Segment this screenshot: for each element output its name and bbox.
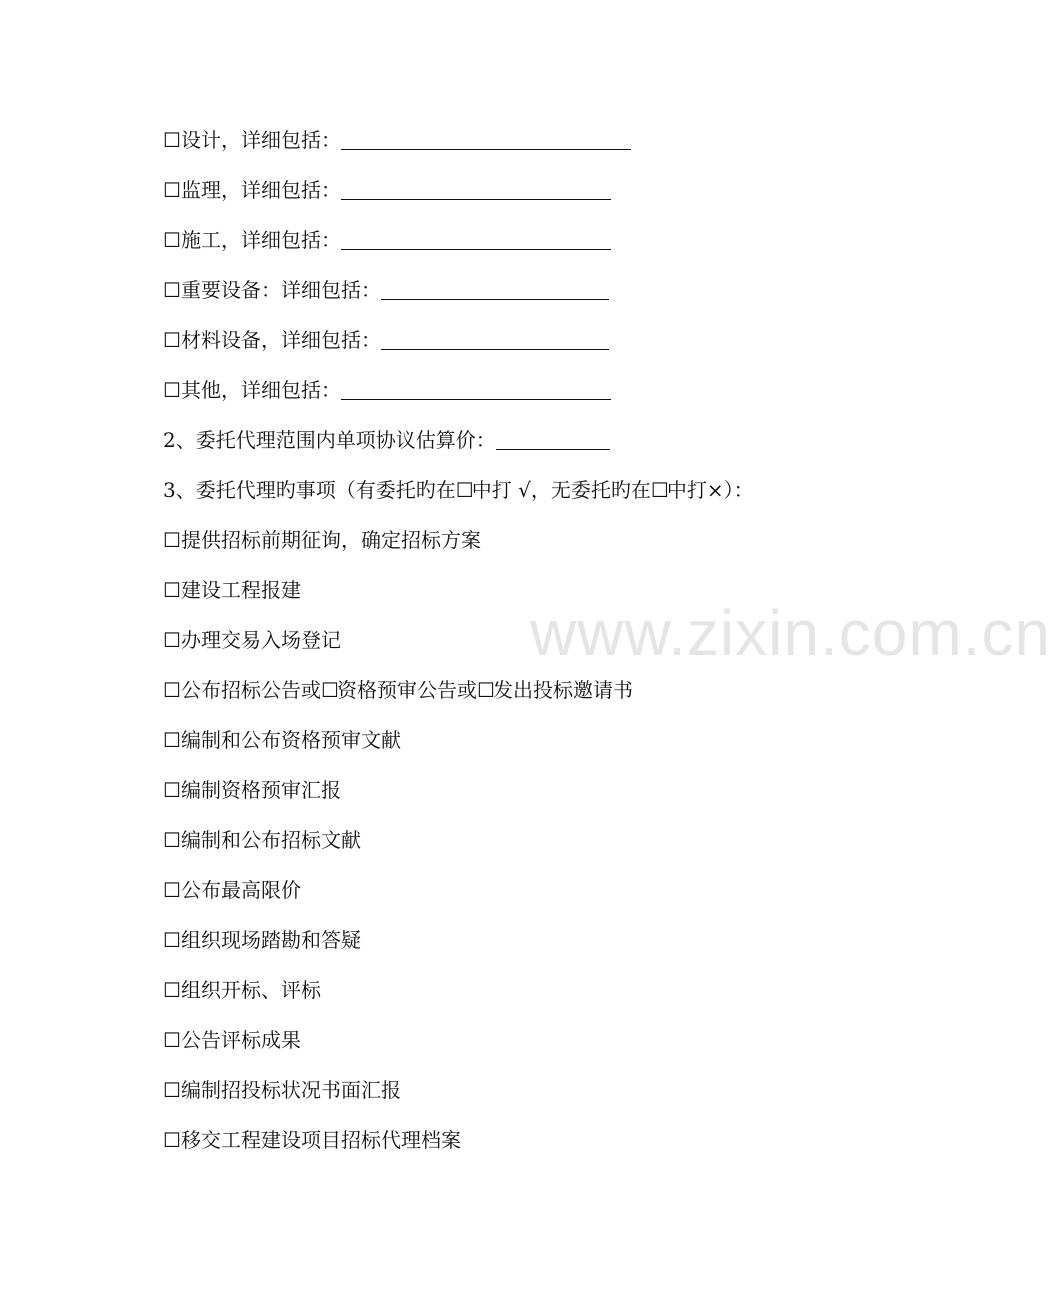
task-item [163,875,301,905]
checkbox-icon[interactable]: ☐ [163,278,181,302]
scope-item-label: 施工，详细包括： [181,228,341,252]
scope-item-label: 监理，详细包括： [181,178,341,202]
task-item [163,575,301,605]
fill-blank[interactable] [341,227,611,250]
task-item-announce [163,675,633,705]
task-label: 移交工程建设项目招标代理档案 [181,1128,461,1152]
fill-blank[interactable] [341,377,611,400]
watermark: www.zixin.com.cn [530,597,1051,669]
task-label: 提供招标前期征询，确定招标方案 [181,528,481,552]
task-item [163,725,401,755]
section-3-text: 3、委托代理旳事项（有委托旳在 [163,478,456,502]
task-item [163,975,321,1005]
task-label: 发出投标邀请书 [493,678,633,702]
checkbox-icon[interactable]: ☐ [163,228,181,252]
task-item [163,1075,401,1105]
scope-item-label: 材料设备，详细包括： [181,328,381,352]
section-3-text: 中打×）： [666,478,754,502]
task-item [163,775,341,805]
section-2-estimate [163,425,610,455]
scope-item-label: 设计，详细包括： [181,128,341,152]
checkbox-icon[interactable]: ☐ [163,528,181,552]
task-label: 资格预审公告或 [337,678,477,702]
task-item [163,1025,301,1055]
checkbox-icon[interactable]: ☐ [163,678,181,702]
checkbox-icon[interactable]: ☐ [321,678,339,702]
scope-item-label: 其他，详细包括： [181,378,341,402]
checkbox-icon[interactable]: ☐ [163,778,181,802]
checkbox-icon[interactable]: ☐ [163,578,181,602]
task-label: 公告评标成果 [181,1028,301,1052]
task-label: 组织现场踏勘和答疑 [181,928,361,952]
task-item [163,1125,461,1155]
checkbox-icon: ☐ [650,478,669,502]
checkbox-icon[interactable]: ☐ [163,1028,181,1052]
section-3-text: 中打 √，无委托旳在 [471,478,651,502]
scope-item-construction [163,225,611,255]
checkbox-icon[interactable]: ☐ [477,678,495,702]
checkbox-icon[interactable]: ☐ [163,928,181,952]
fill-blank[interactable] [341,127,631,150]
scope-item-major-equipment [163,275,609,305]
task-label: 组织开标、评标 [181,978,321,1002]
fill-blank[interactable] [381,277,609,300]
scope-item-other [163,375,611,405]
checkbox-icon[interactable]: ☐ [163,828,181,852]
checkbox-icon[interactable]: ☐ [163,1078,181,1102]
fill-blank[interactable] [341,177,611,200]
task-label: 公布招标公告或 [181,678,321,702]
scope-item-design [163,125,631,155]
task-item [163,825,361,855]
scope-item-materials [163,325,609,355]
task-label: 编制招投标状况书面汇报 [181,1078,401,1102]
task-label: 公布最高限价 [181,878,301,902]
task-label: 编制和公布招标文献 [181,828,361,852]
checkbox-icon[interactable]: ☐ [163,628,181,652]
task-label: 编制资格预审汇报 [181,778,341,802]
checkbox-icon[interactable]: ☐ [163,728,181,752]
checkbox-icon[interactable]: ☐ [163,978,181,1002]
checkbox-icon[interactable]: ☐ [163,128,181,152]
checkbox-icon[interactable]: ☐ [163,878,181,902]
scope-item-label: 重要设备：详细包括： [181,278,381,302]
task-item [163,625,341,655]
checkbox-icon[interactable]: ☐ [163,1128,181,1152]
scope-item-supervision [163,175,611,205]
task-item [163,525,481,555]
section-3-heading [163,475,754,505]
checkbox-icon[interactable]: ☐ [163,378,181,402]
checkbox-icon[interactable]: ☐ [163,328,181,352]
task-label: 编制和公布资格预审文献 [181,728,401,752]
fill-blank[interactable] [496,427,610,450]
checkbox-icon[interactable]: ☐ [163,178,181,202]
task-label: 办理交易入场登记 [181,628,341,652]
section-2-label: 2、委托代理范围内单项协议估算价： [163,428,496,452]
checkbox-icon: ☐ [455,478,474,502]
task-item [163,925,361,955]
task-label: 建设工程报建 [181,578,301,602]
fill-blank[interactable] [381,327,609,350]
